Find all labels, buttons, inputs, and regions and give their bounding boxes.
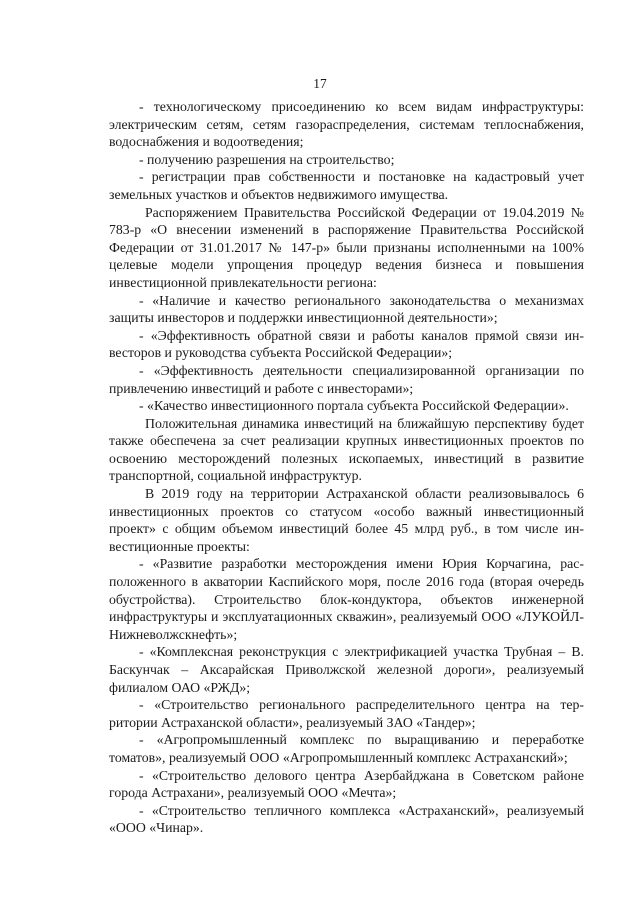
paragraph-investment-projects-2019: В 2019 году на территории Астраханской области реализовывалось 6 инвестиционных проектов со статусом «особо важный инвестиционный проект» с общим объемом инвестиций более 45 млрд руб., в том числе инвестиционные проекты: [109, 486, 584, 554]
paragraph-positive-dynamics: Положительная динамика инвестиций на ближайшую перспективу будет также обеспечена за счет реализации крупных инвестиционных проектов по освоению месторождений полезных ископаемых, инвестиций в развитие транспортной, социальной инфраструктур. [109, 415, 584, 484]
list-item-property-registration: - регистрации прав собственности и постановке на кадастровый учет земельных участков и объектов недвижимого имущества. [109, 169, 584, 202]
list-item-distribution-center: - «Строительство регионального распределительного центра на территории Астраханской области», реализуемый ЗАО «Тандер»; [109, 697, 584, 730]
list-item-greenhouse-complex: - «Строительство тепличного комплекса «Астраханский», реализуемый «ООО «Чинар». [109, 802, 584, 836]
list-item-business-center: - «Строительство делового центра Азербайджана в Советском районе города Астрахани», реализуемый ООО «Мечта»; [109, 767, 584, 801]
paragraph-government-order: Распоряжением Правительства Российской Федерации от 19.04.2019 № 783-р «О внесении изменений в распоряжение Правительства Российской Федерации от 31.01.2017 № 147-р» были признаны исполненными на 100% целевые модели упрощения процедур ведения бизнеса и повышения инвестиционной привлекательности региона: [109, 204, 584, 290]
document-body [109, 98, 584, 837]
list-item-railway-reconstruction: - «Комплексная реконструкция с электрификацией участка Трубная – В. Баскунчак – Аксарайская Приволжской железной дороги», реализуемый филиалом ОАО «РЖД»; [109, 644, 584, 695]
page-number: 17 [313, 76, 327, 91]
list-item-investment-portal: - «Качество инвестиционного портала субъекта Российской Федерации». [139, 398, 569, 414]
list-item-korchagin-field: - «Развитие разработки месторождения имени Юрия Корчагина, расположенного в акватории Каспийского моря, после 2016 года (вторая очередь обустройства). Строительство блок-кондуктора, объектов инженерной инфраструктуры и эксплуатационных скважин», реализуемый ООО «ЛУКОЙЛ-Нижневолжскнефть»; [109, 556, 584, 642]
list-item-infrastructure: - технологическому присоединению ко всем видам инфраструктуры: электрическим сетям, сетям газораспределения, системам теплоснабжения, водоснабжения и водоотведения; [109, 99, 584, 150]
list-item-regional-legislation: - «Наличие и качество регионального законодательства о механизмах защиты инвесторов и поддержки инвестиционной деятельности»; [109, 292, 584, 326]
list-item-feedback-efficiency: - «Эффективность обратной связи и работы каналов прямой связи инвесторов и руководства субъекта Российской Федерации»; [109, 327, 584, 361]
list-item-building-permit: - получению разрешения на строительство; [139, 151, 395, 167]
list-item-agro-complex: - «Агропромышленный комплекс по выращиванию и переработке томатов», реализуемый ООО «Агропромышленный комплекс Астраханский»; [109, 732, 584, 765]
list-item-specialized-organization: - «Эффективность деятельности специализированной организации по привлечению инвестиций и работе с инвесторами»; [109, 362, 584, 396]
